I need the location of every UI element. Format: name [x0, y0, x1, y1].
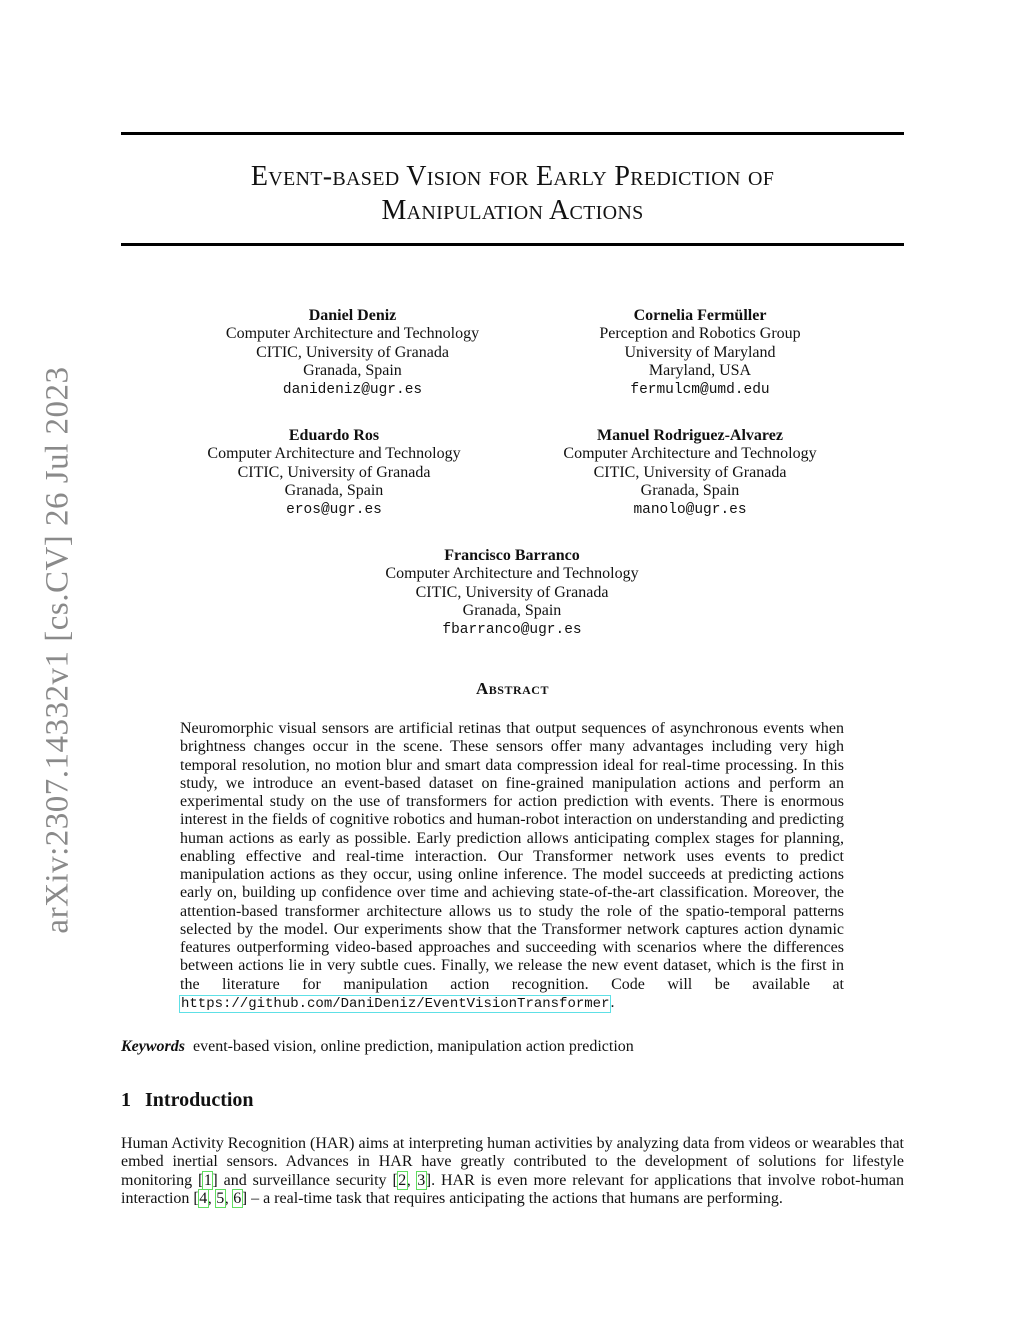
- author-email[interactable]: fermulcm@umd.edu: [630, 381, 770, 398]
- citation-link[interactable]: 6: [233, 1190, 242, 1208]
- keywords-text: event-based vision, online prediction, manipulation action prediction: [193, 1038, 634, 1055]
- arxiv-id: arXiv:2307.14332v1 [cs.CV] 26 Jul 2023: [39, 366, 76, 934]
- author-affiliation: CITIC, University of Granada: [415, 583, 609, 601]
- author-affiliation: Computer Architecture and Technology: [563, 445, 817, 463]
- citation-link[interactable]: 3: [417, 1171, 426, 1189]
- intro-text: ] – a real-time task that requires anticipating the actions that humans are performing.: [241, 1190, 783, 1208]
- section-number: 1: [121, 1089, 131, 1111]
- author-location: Maryland, USA: [648, 362, 752, 380]
- paper-title: [121, 160, 904, 228]
- author-block: [540, 427, 840, 519]
- abstract-text: Neuromorphic visual sensors are artificial retinas that output sequences of asynchronous events when brightness changes occur in the scene. These sensors offer many advantages including very high temporal resolution, no motion blur and smart data compression ideal for real-time processing. In this study, we introduce an event-based dataset on fine-grained manipulation actions and perform an experimental study on the use of transformers for action prediction with events. There is enormous interest in the fields of cognitive robotics and human-robot interaction on understanding and predicting human actions as early as possible. Early prediction allows anticipating complex stages for planning, enabling effective and real-time interaction. Our Transformer network uses events to predict manipulation actions as they occur, using online inference. The model succeeds at predicting actions early on, building up confidence over time and achieving state-of-the-art classification. Moreover, the attention-based transformer architecture allows us to study the role of the spatio-temporal patterns selected by the model. Our experiments show that the Transformer network captures action dynamic features outperforming video-based approaches and succeeding with scenarios where the differences between actions lie in very subtle cues. Finally, we release the new event dataset, which is the first in the literature for manipulation action recognition. Code will be available at: [180, 720, 844, 993]
- author-affiliation: CITIC, University of Granada: [593, 463, 787, 481]
- author-email[interactable]: eros@ugr.es: [286, 501, 382, 518]
- author-affiliation: Computer Architecture and Technology: [225, 325, 480, 343]
- author-block: [352, 547, 672, 639]
- code-repository-link[interactable]: https://github.com/DaniDeniz/EventVisionTransformer: [181, 995, 610, 1012]
- intro-paragraph: [121, 1135, 904, 1209]
- title-line-1: Event-based Vision for Early Prediction of: [250, 161, 775, 192]
- intro-text: ,: [207, 1190, 216, 1208]
- author-email[interactable]: danideniz@ugr.es: [282, 381, 423, 398]
- author-name: Eduardo Ros: [288, 427, 380, 444]
- author-location: Granada, Spain: [303, 362, 402, 380]
- author-location: Granada, Spain: [640, 482, 740, 500]
- abstract-heading: Abstract: [476, 679, 549, 698]
- citation-link[interactable]: 4: [199, 1190, 208, 1208]
- citation-link[interactable]: 1: [203, 1171, 212, 1189]
- author-affiliation: CITIC, University of Granada: [237, 463, 431, 481]
- intro-text: ,: [224, 1190, 233, 1208]
- intro-text: ]. HAR is even more relevant for applications that involve robot-human interaction [: [121, 1171, 905, 1208]
- author-affiliation: Computer Architecture and Technology: [385, 565, 639, 583]
- title-rule-bottom: [121, 243, 904, 246]
- title-line-2: Manipulation Actions: [381, 195, 644, 226]
- abstract-end: .: [610, 993, 615, 1011]
- author-affiliation: Computer Architecture and Technology: [207, 445, 461, 463]
- intro-text: Human Activity Recognition (HAR) aims at interpreting human activities by analyzing data from videos or wearables that embed inertial sensors. Advances in HAR have greatly contributed to the development of solutions for lifestyle monitoring [: [121, 1135, 904, 1189]
- author-location: Granada, Spain: [462, 602, 562, 620]
- author-block: [200, 307, 505, 399]
- author-block: [180, 427, 488, 519]
- keywords-line: [121, 1038, 634, 1056]
- title-rule-top: [121, 132, 904, 135]
- citation-link[interactable]: 2: [398, 1171, 407, 1189]
- section-heading-introduction: [121, 1089, 254, 1112]
- abstract-body: [180, 720, 844, 1013]
- intro-text: ] and surveillance security [: [212, 1171, 398, 1189]
- author-name: Daniel Deniz: [308, 307, 397, 324]
- author-location: Granada, Spain: [284, 482, 384, 500]
- author-email[interactable]: manolo@ugr.es: [633, 501, 747, 518]
- keywords-label: Keywords: [121, 1038, 185, 1055]
- author-email[interactable]: fbarranco@ugr.es: [442, 621, 582, 638]
- section-title: Introduction: [145, 1089, 254, 1111]
- intro-text: ,: [406, 1171, 417, 1189]
- author-affiliation: Perception and Robotics Group: [599, 325, 801, 343]
- citation-link[interactable]: 5: [216, 1190, 225, 1208]
- author-name: Francisco Barranco: [444, 547, 580, 564]
- author-name: Cornelia Fermüller: [633, 307, 767, 324]
- author-block: [540, 307, 860, 399]
- author-affiliation: University of Maryland: [624, 343, 776, 361]
- author-name: Manuel Rodriguez-Alvarez: [597, 427, 783, 444]
- author-affiliation: CITIC, University of Granada: [256, 343, 449, 361]
